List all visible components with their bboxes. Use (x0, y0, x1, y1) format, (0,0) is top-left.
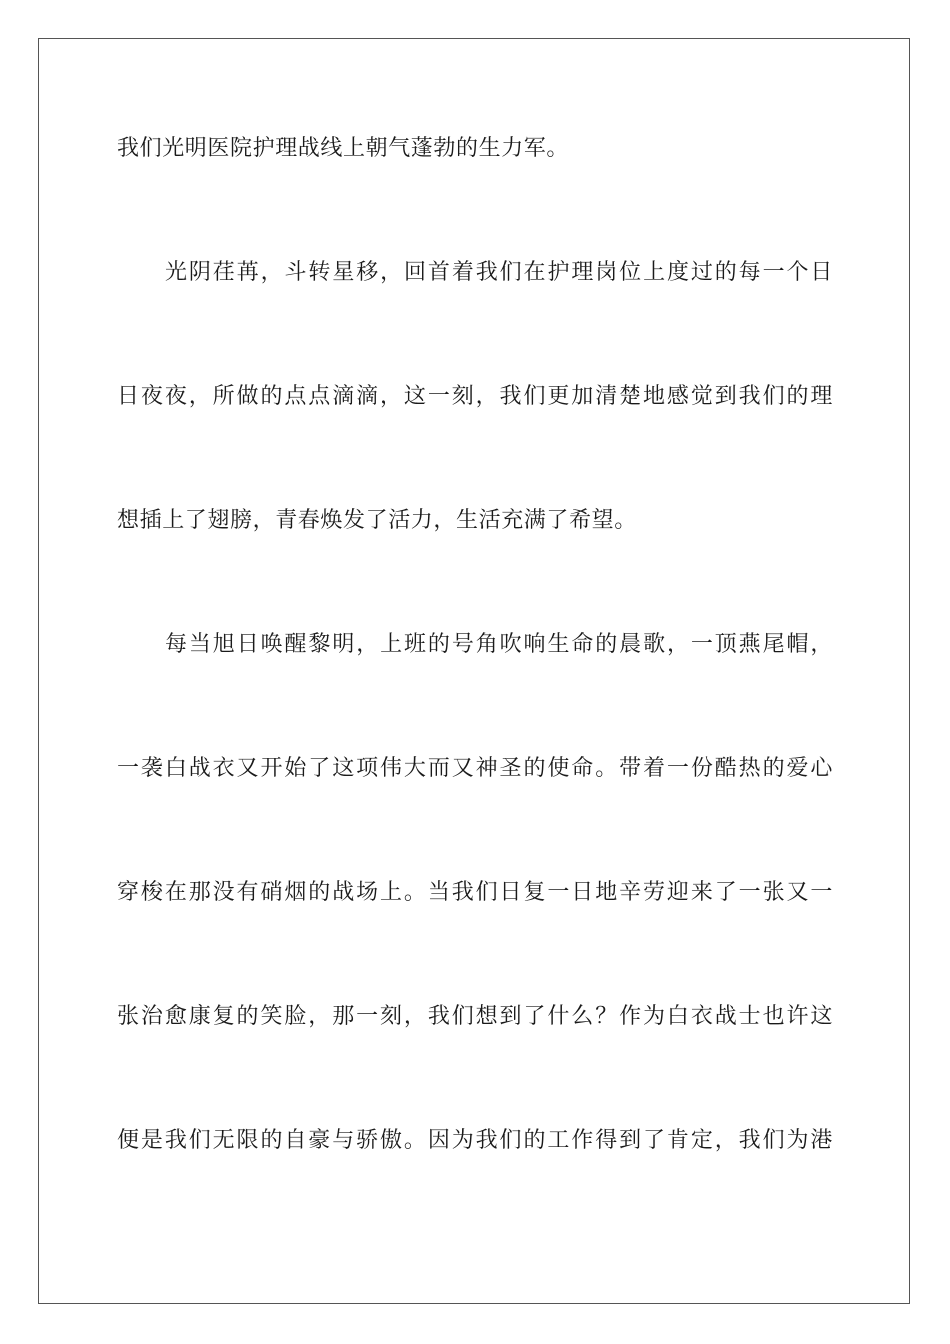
text-line: 便是我们无限的自豪与骄傲。因为我们的工作得到了肯定，我们为港 (117, 1128, 833, 1153)
text-line: 日夜夜，所做的点点滴滴，这一刻，我们更加清楚地感觉到我们的理 (117, 384, 833, 409)
text-line: 一袭白战衣又开始了这项伟大而又神圣的使命。带着一份酷热的爱心 (117, 756, 833, 781)
text-line: 穿梭在那没有硝烟的战场上。当我们日复一日地辛劳迎来了一张又一 (117, 880, 833, 905)
text-line: 张治愈康复的笑脸，那一刻，我们想到了什么？作为白衣战士也许这 (117, 1004, 833, 1029)
text-line: 每当旭日唤醒黎明，上班的号角吹响生命的晨歌，一顶燕尾帽， (165, 632, 833, 657)
page-border (38, 38, 910, 1304)
text-line: 光阴荏苒，斗转星移，回首着我们在护理岗位上度过的每一个日 (165, 260, 833, 285)
text-line: 我们光明医院护理战线上朝气蓬勃的生力军。 (117, 136, 570, 161)
text-line: 想插上了翅膀，青春焕发了活力，生活充满了希望。 (117, 508, 637, 533)
